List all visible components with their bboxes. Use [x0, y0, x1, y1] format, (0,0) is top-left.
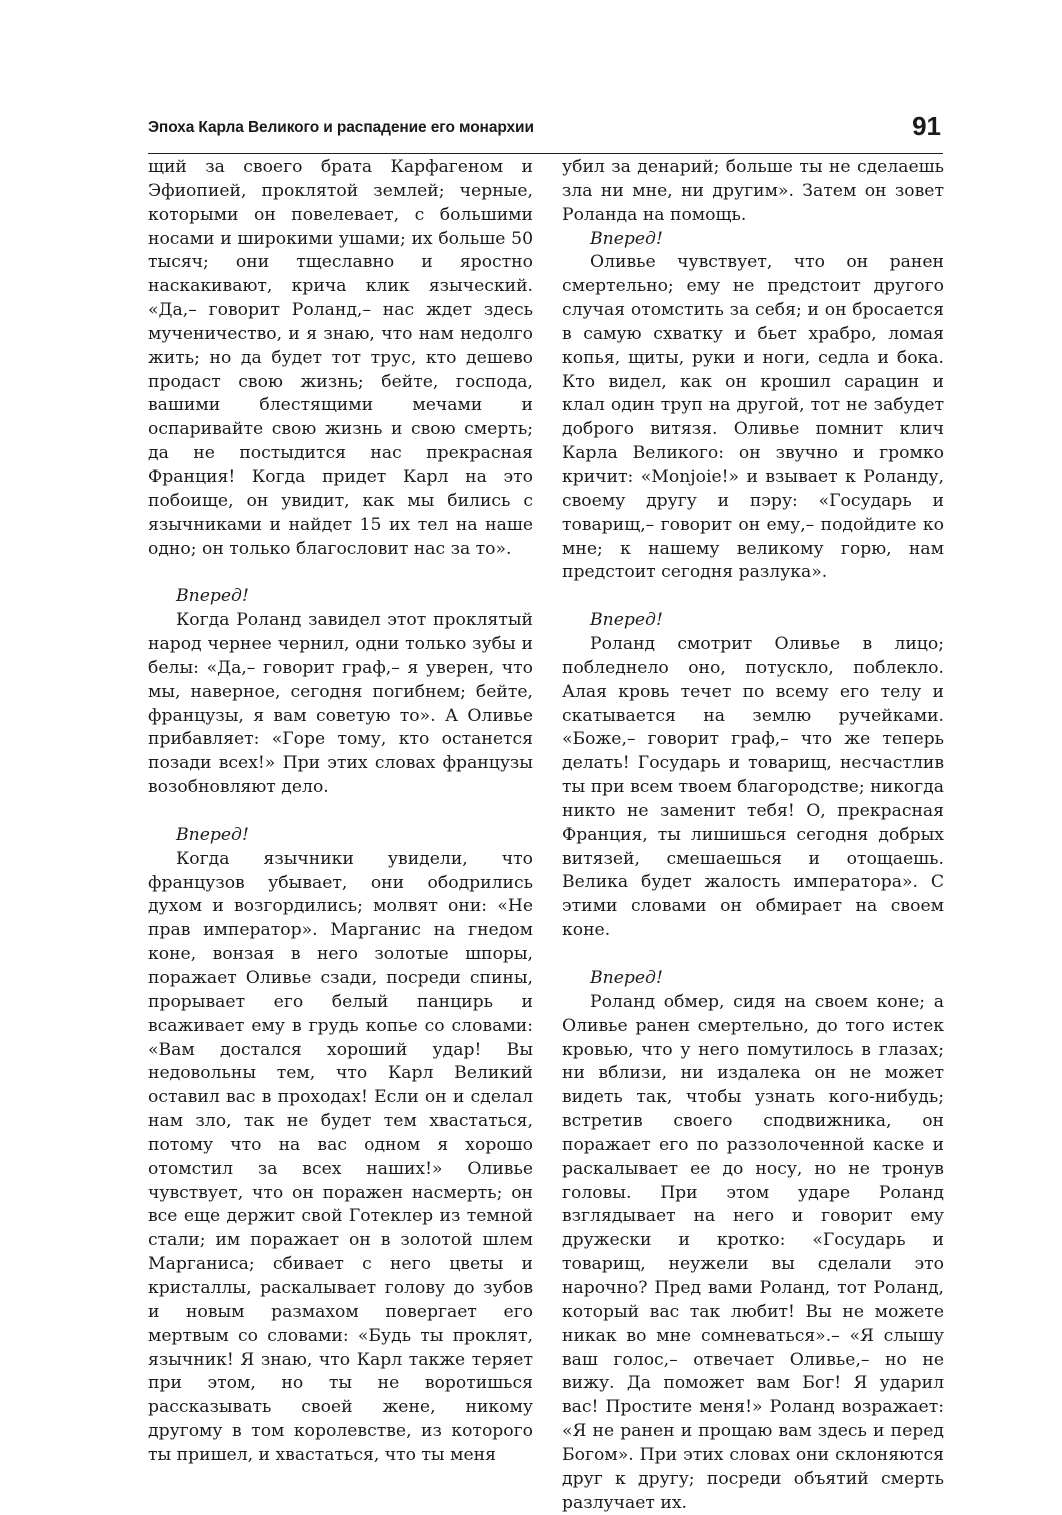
page-number: 91: [912, 111, 941, 141]
paragraph: Когда Роланд завидел этот проклятый народ чернее чернил, одни только зубы и белы: «Да,– говорит граф,– я уверен, что мы, наверное, сегодня погибнем; бейте, французы, я вам советую то». А Оливье прибавляет: «Горе тому, кто останется позади всех!» При этих словах французы возобновляют дело.: [148, 610, 533, 798]
refrain-heading: Вперед!: [176, 586, 249, 607]
refrain-heading: Вперед!: [590, 610, 663, 631]
paragraph: щий за своего брата Карфагеном и Эфиопией, проклятой землей; черные, которыми он повелевает, с большими носами и широкими ушами; их больше 50 тысяч; они тщеславно и яростно наскакивают, крича клик языческий. «Да,– говорит Роланд,– нас ждет здесь мученичество, и я знаю, что нам недолго жить; но да будет тот трус, кто дешево продаст свою жизнь; бейте, господа, вашими блестящими мечами и оспаривайте свою жизнь и свою смерть; да не постыдится нас прекрасная Франция! Когда придет Карл на это побоище, он увидит, как мы бились с язычниками и найдет 15 их тел на наше одно; он только благословит нас за то».: [148, 157, 533, 559]
running-head: [148, 111, 943, 154]
refrain-heading: Вперед!: [590, 228, 663, 249]
refrain-heading: Вперед!: [590, 968, 663, 988]
paragraph: убил за денарий; больше ты не сделаешь зла ни мне, ни другим». Затем он зовет Роланда на помощь.: [562, 157, 944, 225]
paragraph: Роланд смотрит Оливье в лицо; побледнело оно, потускло, поблекло. Алая кровь течет по всему его телу и скатывается на землю ручейками. «Боже,– говорит граф,– что же теперь делать! Государь и товарищ, несчастлив ты при всем твоем благородстве; никогда никто не заменит тебя! О, прекрасная Франция, ты лишишься сегодня добрых витязей, смешаешься и отощаешь. Велика будет жалость императора». С этими словами он обмирает на своем коне.: [562, 634, 944, 941]
paragraph: Когда язычники увидели, что французов убывает, они ободрились духом и возгордились; молвят они: «Не прав император». Марганис на гнедом коне, вонзая в него золотые шпоры, поражает Оливье сзади, посреди спины, прорывает его белый панцирь и всаживает ему в грудь копье со словами: «Вам достался хороший удар! Вы недовольны тем, что Карл Великий оставил вас в проходах! Если он и сделал нам зло, так не будет тем хвастаться, потому что на вас одном я хорошо отомстил за всех наших!» Оливье чувствует, что он поражен насмерть; он все еще держит свой Готеклер из темной стали; им поражает он в золотой шлем Марганиса; сбивает с него цветы и кристаллы, раскалывает голову до зубов и новым размахом повергает его мертвым со словами: «Будь ты проклят, язычник! Я знаю, что Карл также теряет при этом, но ты не воротишься рассказывать своей жене, никому другому в том королевстве, из которого ты пришел, и хвастаться, что ты меня: [148, 848, 533, 1465]
paragraph: Роланд обмер, сидя на своем коне; а Оливье ранен смертельно, до того истек кровью, что у него помутилось в глазах; ни вблизи, ни издалека он не может видеть так, чтобы узнать кого-нибудь; встретив своего сподвижника, он поражает его по раззолоченной каске и раскалывает ее до носу, но не тронув головы. При этом ударе Роланд взглядывает на него и говорит ему дружески и кротко: «Государь и товарищ, неужели вы сделали это нарочно? Пред вами Роланд, тот Роланд, который вас так любит! Вы не можете никак во мне сомневаться».– «Я слышу ваш голос,– отвечает Оливье,– но не вижу. Да поможет вам Бог! Я ударил вас! Простите меня!» Роланд возражает: «Я не ранен и прощаю вам здесь и перед Богом». При этих словах они склоняются друг к другу; посреди объятий смерть разлучает их.: [562, 991, 944, 1513]
right-column: [562, 156, 944, 1515]
left-column: [148, 156, 533, 1468]
refrain-heading: Вперед!: [176, 824, 249, 845]
paragraph: Оливье чувствует, что он ранен смертельно; ему не предстоит другого случая отомстить за себя; и он бросается в самую схватку и бьет храбро, ломая копья, щиты, руки и ноги, седла и бока. Кто видел, как он крошил сарацин и клал один труп на другой, тот не забудет доброго витязя. Оливье помнит клич Карла Великого: он звучно и громко кричит: «Monjoie!» и взывает к Роланду, своему другу и пэру: «Государь и товарищ,– говорит он ему,– подойдите ко мне; к нашему великому горю, нам предстоит сегодня разлука».: [562, 252, 944, 583]
running-title: Эпоха Карла Великого и распадение его монархии: [148, 119, 534, 136]
